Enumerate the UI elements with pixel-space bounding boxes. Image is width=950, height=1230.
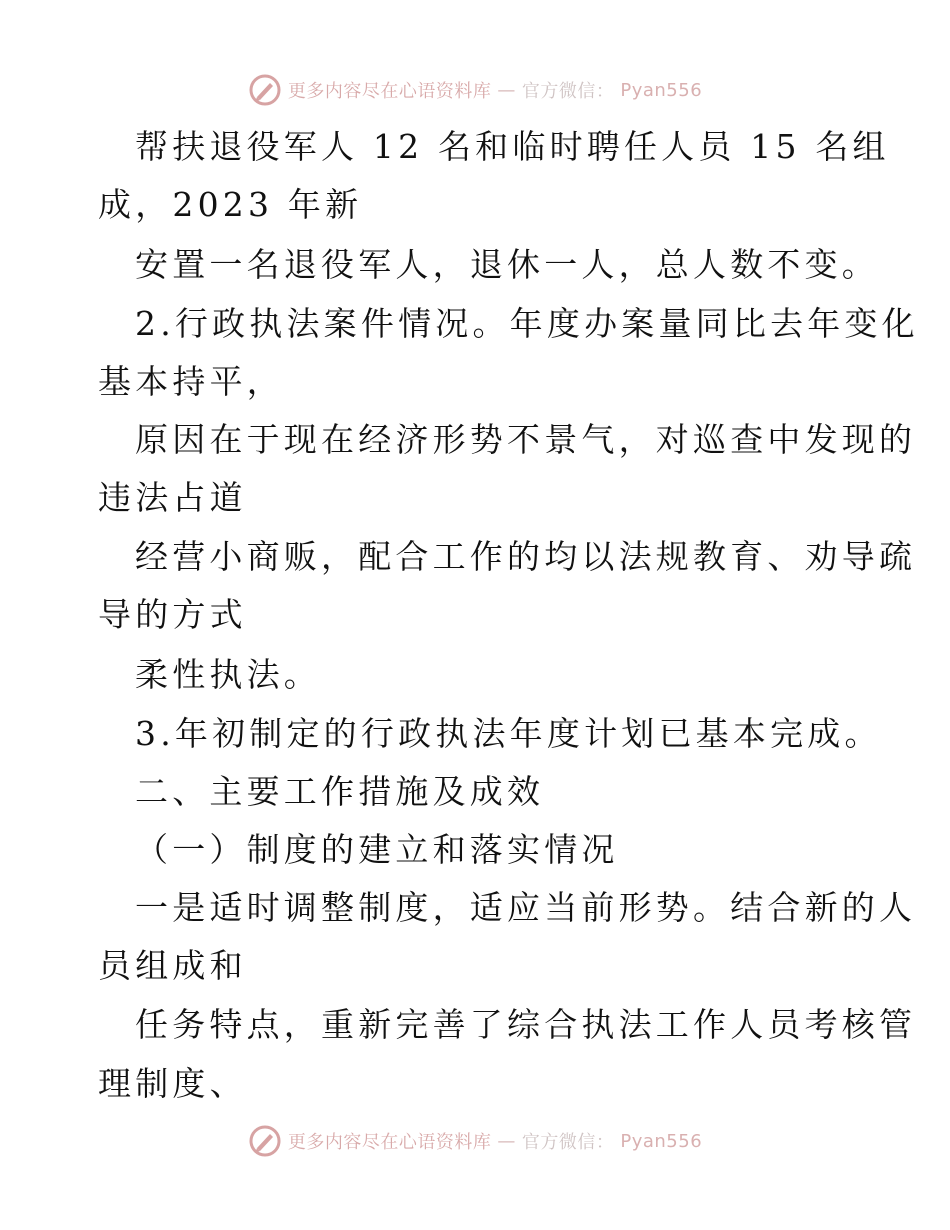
watermark-label: 官方微信：	[521, 81, 615, 102]
text-line: 违法占道	[98, 478, 247, 517]
text-line: 员组成和	[98, 946, 247, 985]
text-line: 经营小商贩，配合工作的均以法规教育、劝导疏	[135, 537, 917, 576]
text-line: 理制度、	[98, 1064, 247, 1103]
text-line: 基本持平，	[98, 362, 284, 401]
text-line: 任务特点，重新完善了综合执法工作人员考核管	[135, 1005, 917, 1044]
section-heading: 二、主要工作措施及成效	[135, 772, 545, 811]
watermark-logo-icon	[248, 1124, 282, 1158]
watermark-text: 更多内容尽在心语资料库	[287, 81, 492, 102]
text-line: 帮扶退役军人 12 名和临时聘任人员 15 名组	[135, 127, 890, 166]
text-line: 3.年初制定的行政执法年度计划已基本完成。	[135, 714, 882, 753]
watermark-label: 官方微信：	[521, 1132, 615, 1153]
header-watermark	[0, 70, 950, 110]
watermark-id: Pyan556	[620, 79, 703, 101]
text-line: 安置一名退役军人，退休一人，总人数不变。	[135, 245, 879, 284]
subsection-heading: （一）制度的建立和落实情况	[135, 830, 619, 869]
footer-watermark	[0, 1121, 950, 1161]
watermark-separator: —	[497, 1130, 516, 1152]
text-line: 原因在于现在经济形势不景气，对巡查中发现的	[135, 420, 917, 459]
watermark-text: 更多内容尽在心语资料库	[287, 1132, 492, 1153]
text-line: 2.行政执法案件情况。年度办案量同比去年变化	[135, 304, 919, 343]
text-line: 一是适时调整制度，适应当前形势。结合新的人	[135, 888, 917, 927]
text-line: 柔性执法。	[135, 655, 321, 694]
watermark-separator: —	[497, 79, 516, 101]
text-line: 导的方式	[98, 595, 247, 634]
watermark-logo-icon	[248, 73, 282, 107]
watermark-id: Pyan556	[620, 1130, 703, 1152]
text-line: 成，2023 年新	[98, 185, 363, 224]
